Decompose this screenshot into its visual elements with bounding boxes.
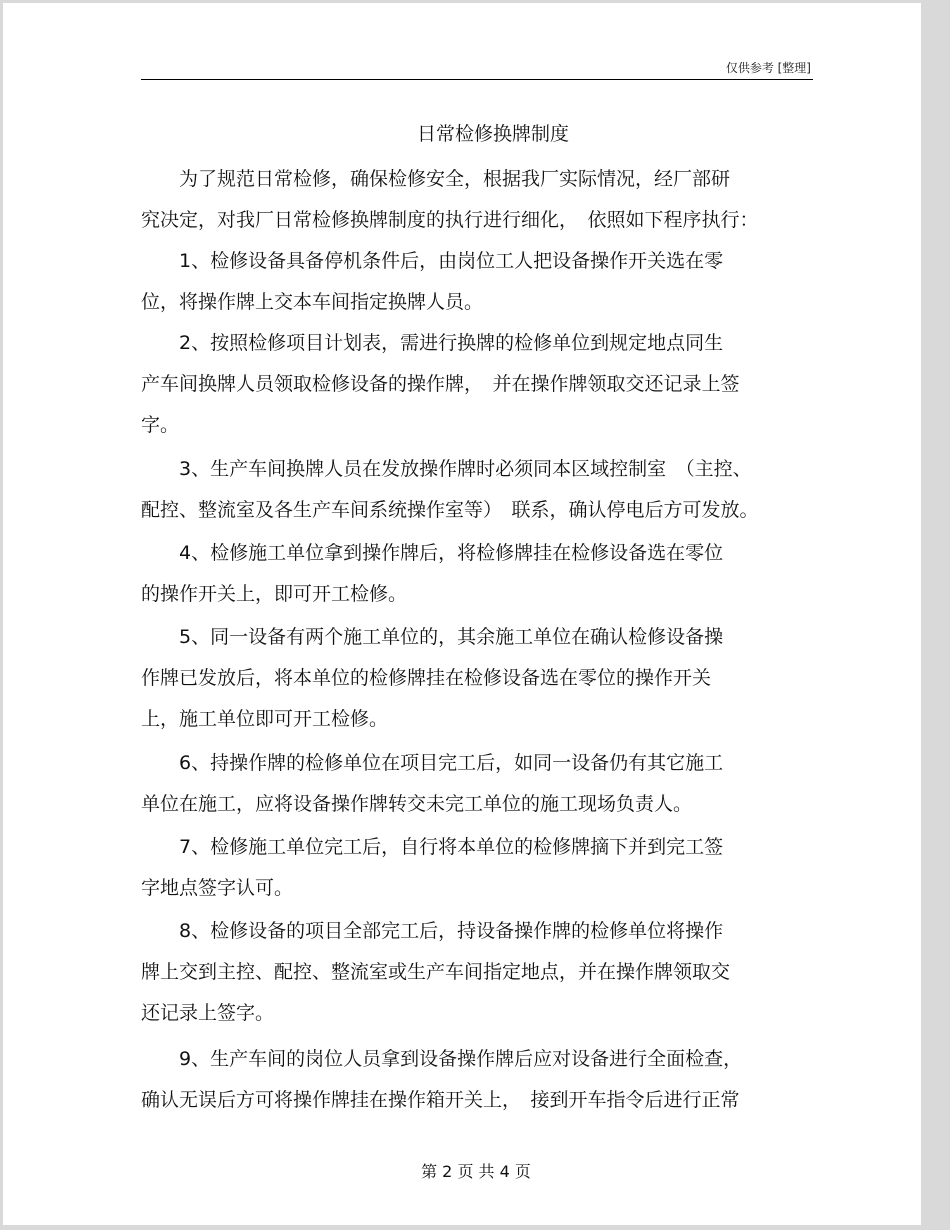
paragraph-item-8 [141, 911, 813, 1034]
paragraph-line: 3、生产车间换牌人员在发放操作牌时必须同本区域控制室 （主控、 [141, 458, 752, 480]
paragraph-line: 1、检修设备具备停机条件后，由岗位工人把设备操作开关选在零 [141, 250, 724, 272]
page-number-footer: 第 2 页 共 4 页 [421, 1162, 531, 1181]
paragraph-line: 位，将操作牌上交本车间指定换牌人员。 [141, 291, 484, 313]
paragraph-line: 究决定，对我厂日常检修换牌制度的执行进行细化， 依照如下程序执行： [141, 209, 759, 231]
paragraph-item-1 [141, 241, 813, 323]
paragraph-item-9 [141, 1039, 813, 1121]
paragraph-line: 2、按照检修项目计划表，需进行换牌的检修单位到规定地点同生 [141, 332, 724, 354]
paragraph-line: 配控、整流室及各生产车间系统操作室等） 联系，确认停电后方可发放。 [141, 499, 759, 521]
paragraph-line: 牌上交到主控、配控、整流室或生产车间指定地点，并在操作牌领取交 [141, 961, 731, 983]
paragraph-item-4 [141, 533, 813, 615]
paragraph-item-3 [141, 449, 813, 531]
page-header: 仅供参考 [整理] [725, 61, 811, 75]
paragraph-line: 字。 [141, 414, 180, 436]
paragraph-line: 9、生产车间的岗位人员拿到设备操作牌后应对设备进行全面检查， [141, 1048, 743, 1070]
paragraph-line: 确认无误后方可将操作牌挂在操作箱开关上， 接到开车指令后进行正常 [141, 1089, 740, 1111]
paragraph-line: 的操作开关上，即可开工检修。 [141, 583, 408, 605]
paragraph-line: 单位在施工，应将设备操作牌转交未完工单位的施工现场负责人。 [141, 793, 693, 815]
paragraph-item-2 [141, 323, 813, 446]
paragraph-line: 8、检修设备的项目全部完工后，持设备操作牌的检修单位将操作 [141, 920, 724, 942]
paragraph-line: 字地点签字认可。 [141, 877, 294, 899]
paragraph-item-6 [141, 743, 813, 825]
paragraph-line: 4、检修施工单位拿到操作牌后，将检修牌挂在检修设备选在零位 [141, 542, 724, 564]
paragraph-line: 6、持操作牌的检修单位在项目完工后，如同一设备仍有其它施工 [141, 752, 724, 774]
paragraph-item-7 [141, 827, 813, 909]
header-divider [141, 79, 813, 80]
paragraph-intro [141, 159, 813, 241]
paragraph-line: 还记录上签字。 [141, 1002, 275, 1024]
paragraph-line: 7、检修施工单位完工后，自行将本单位的检修牌摘下并到完工签 [141, 836, 724, 858]
paragraph-line: 产车间换牌人员领取检修设备的操作牌， 并在操作牌领取交还记录上签 [141, 373, 740, 395]
paragraph-line: 为了规范日常检修，确保检修安全，根据我厂实际情况，经厂部研 [141, 168, 731, 190]
paragraph-item-5 [141, 617, 813, 740]
document-title: 日常检修换牌制度 [416, 123, 569, 145]
paragraph-line: 5、同一设备有两个施工单位的，其余施工单位在确认检修设备操 [141, 626, 724, 648]
paragraph-line: 上，施工单位即可开工检修。 [141, 708, 389, 730]
paragraph-line: 作牌已发放后，将本单位的检修牌挂在检修设备选在零位的操作开关 [141, 667, 712, 689]
document-page [3, 3, 921, 1225]
